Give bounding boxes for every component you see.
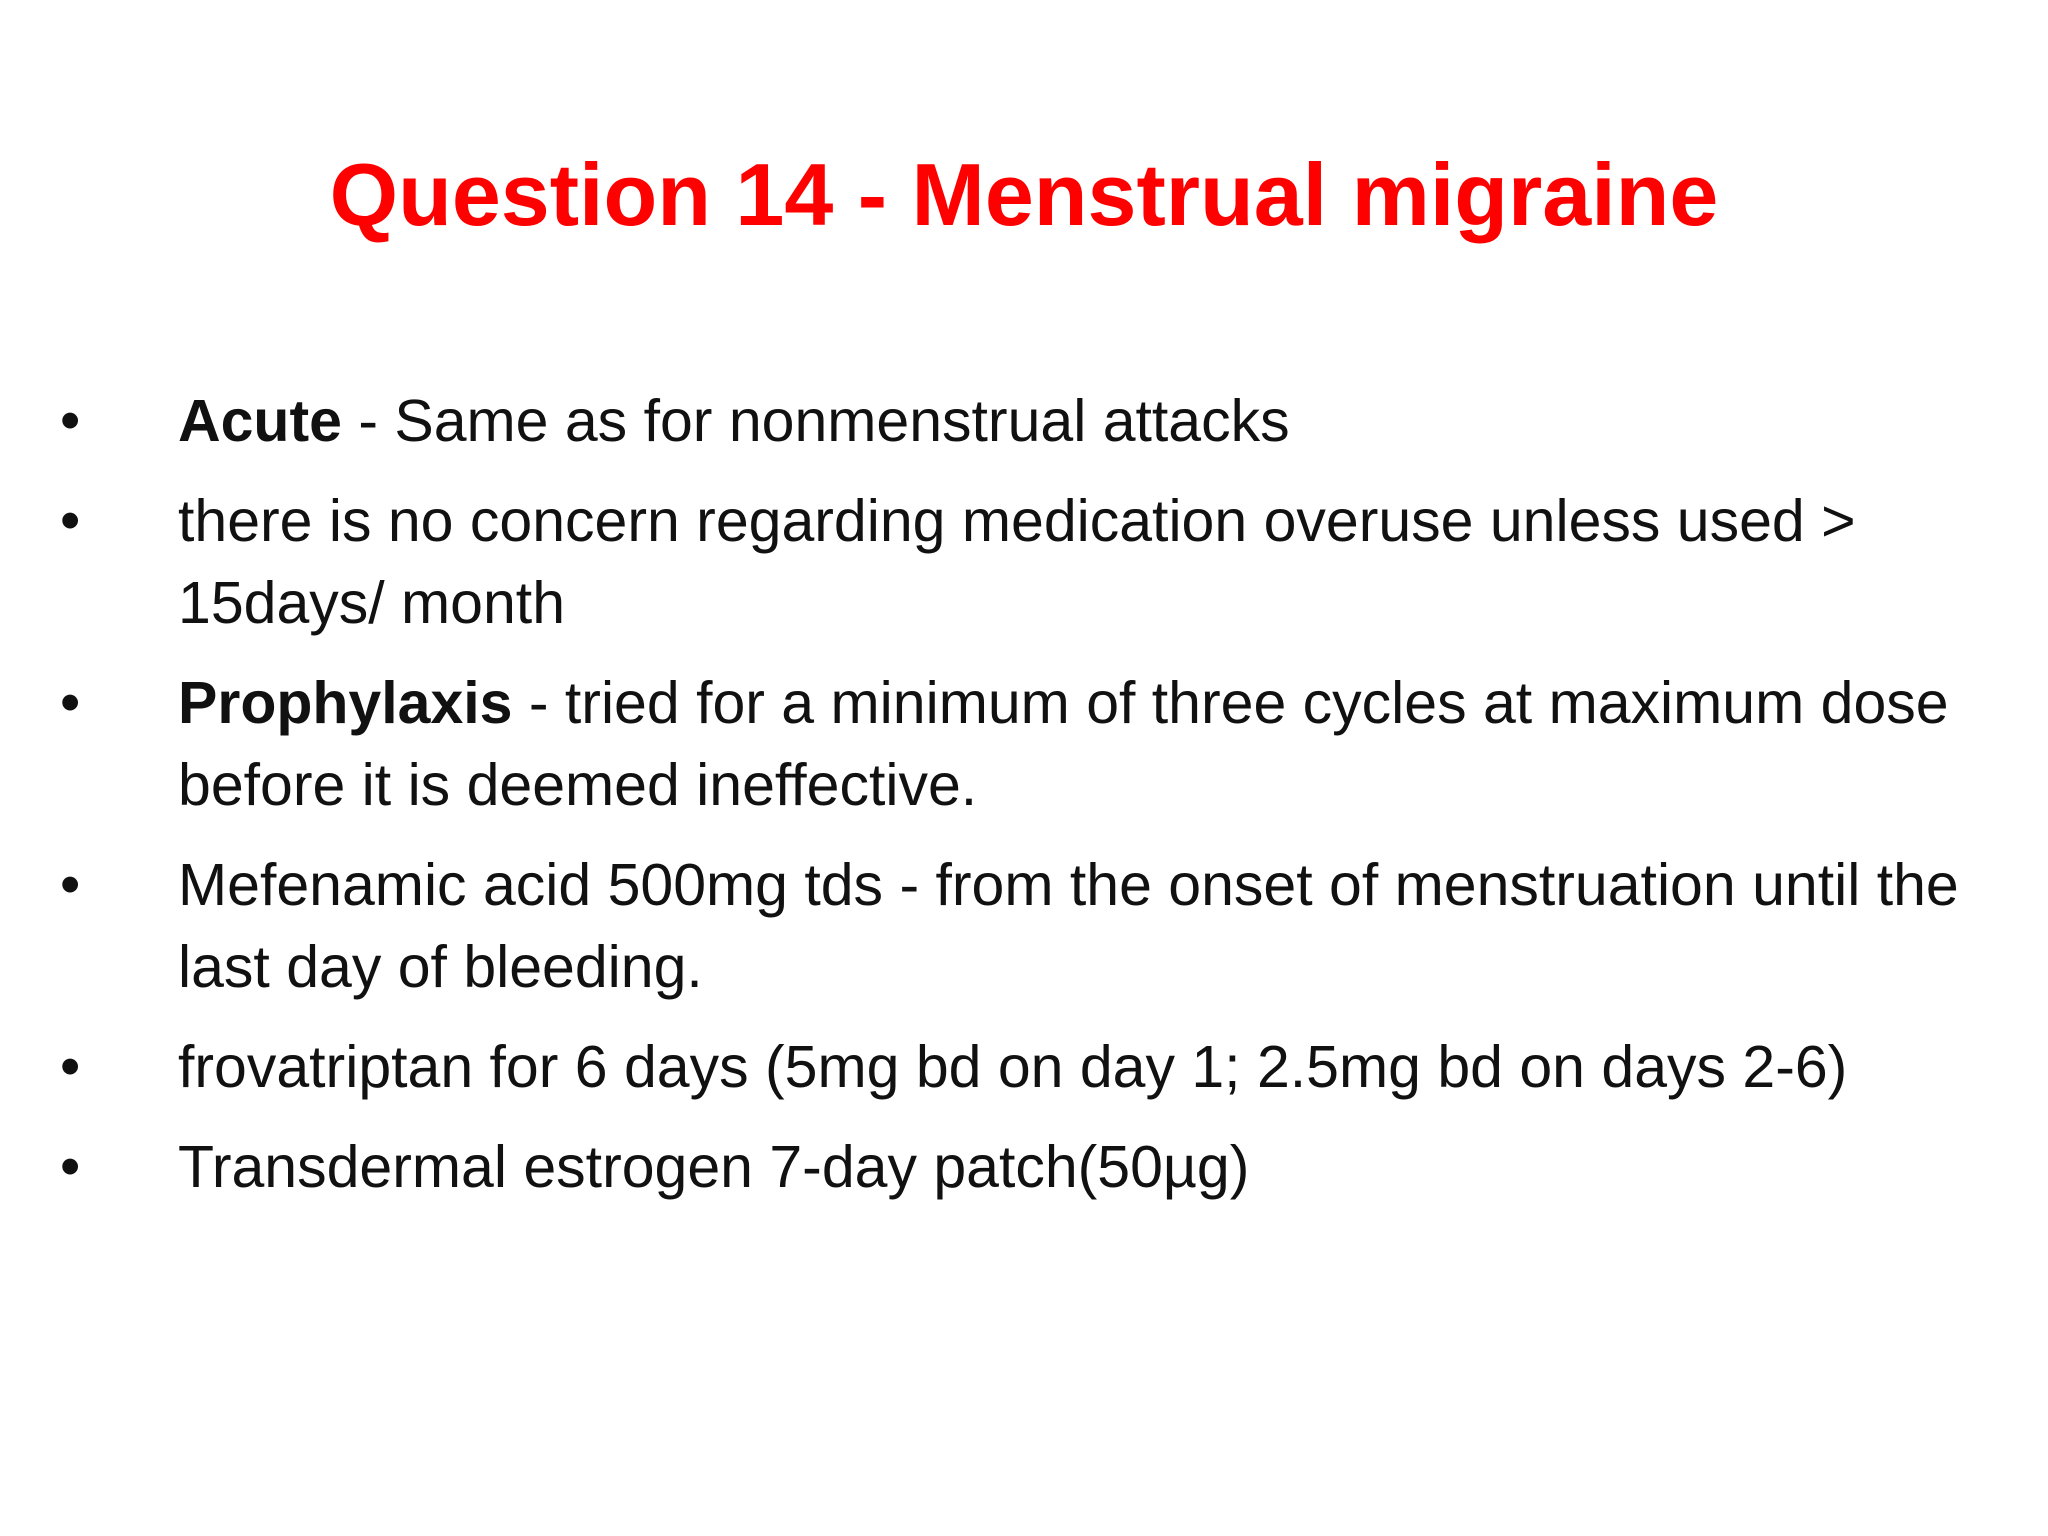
bullet-body: - tried for a minimum of three cycles at maximum dose before it is deemed ineffective. [178, 670, 1949, 818]
bullet-text [178, 662, 1998, 826]
bullet-item-acute [0, 380, 2048, 462]
bullet-item-frovatriptan [0, 1026, 2048, 1108]
slide-title: Question 14 - Menstrual migraine [329, 145, 1719, 244]
bullet-lead: Acute [178, 388, 342, 454]
bullet-body: frovatriptan for 6 days (5mg bd on day 1; 2.5mg bd on days 2-6) [178, 1034, 1848, 1100]
bullet-body: Mefenamic acid 500mg tds - from the onset of menstruation until the last day of bleeding. [178, 852, 1959, 1000]
bullet-icon: • [60, 1034, 81, 1099]
bullet-text [178, 380, 1998, 462]
bullet-body: - Same as for nonmenstrual attacks [341, 388, 1290, 454]
bullet-text [178, 480, 1998, 644]
bullet-body: there is no concern regarding medication overuse unless used > 15days/ month [178, 488, 1856, 636]
bullet-icon: • [60, 488, 81, 553]
bullet-text [178, 844, 1998, 1008]
bullet-body: Transdermal estrogen 7-day patch(50µg) [178, 1134, 1250, 1200]
bullet-text [178, 1026, 1998, 1108]
bullet-list [0, 380, 2048, 1226]
bullet-text [178, 1126, 1998, 1208]
bullet-lead: Prophylaxis [178, 670, 513, 736]
bullet-icon: • [60, 670, 81, 735]
bullet-icon: • [60, 852, 81, 917]
bullet-item-medication-overuse [0, 480, 2048, 644]
bullet-item-transdermal-estrogen [0, 1126, 2048, 1208]
bullet-item-mefenamic-acid [0, 844, 2048, 1008]
bullet-icon: • [60, 1134, 81, 1199]
bullet-icon: • [60, 388, 81, 453]
bullet-item-prophylaxis [0, 662, 2048, 826]
